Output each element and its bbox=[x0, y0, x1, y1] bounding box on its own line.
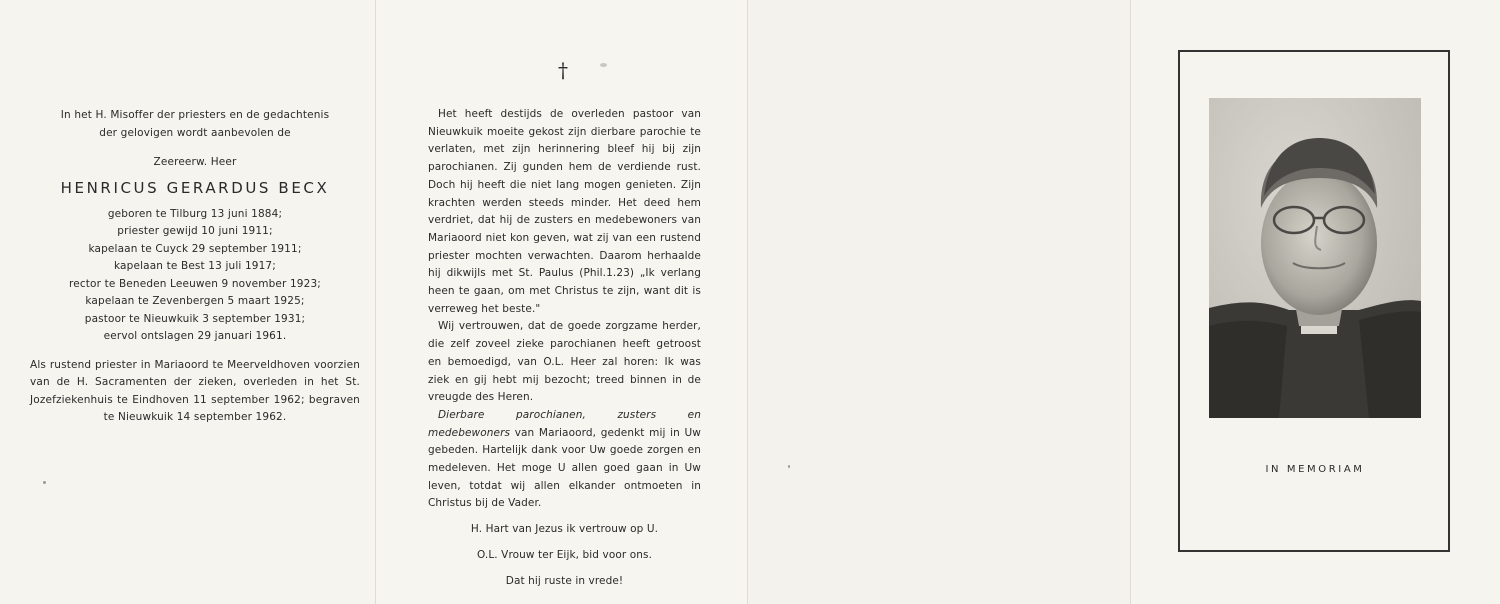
biography-block bbox=[30, 107, 360, 427]
memorial-text bbox=[428, 106, 701, 590]
career-line: kapelaan te Cuyck 29 september 1911; bbox=[88, 242, 302, 255]
fold-line bbox=[375, 0, 376, 604]
paragraph-italic: Dierbare parochianen, zusters en medebewoners bbox=[428, 408, 701, 439]
career-line: eervol ontslagen 29 januari 1961. bbox=[103, 330, 287, 342]
career-line: kapelaan te Zevenbergen 5 maart 1925; bbox=[85, 295, 305, 307]
panel-blank bbox=[747, 0, 1130, 604]
career-line: pastoor te Nieuwkuik 3 september 1931; bbox=[84, 312, 306, 325]
in-memoriam-caption: IN MEMORIAM bbox=[1265, 464, 1365, 475]
death-notice: Als rustend priester in Mariaoord te Meerveldhoven voorzien van de H. Sacramenten der zieken, overleden in het St. Jozefziekenhuis te Eindhoven 11 september 1962; begraven te Nieuwkuik 14 september 1962. bbox=[30, 358, 360, 423]
paper-speck bbox=[600, 63, 607, 67]
deceased-name: HENRICUS GERARDUS BECX bbox=[60, 178, 330, 197]
career-line: kapelaan te Best 13 juli 1917; bbox=[114, 260, 276, 272]
intro-line: In het H. Misoffer der priesters en de gedachtenis bbox=[60, 109, 330, 121]
career-line: geboren te Tilburg 13 juni 1884; bbox=[107, 207, 283, 220]
cross-icon: † bbox=[558, 58, 568, 82]
paragraph-rest: van Mariaoord, gedenkt mij in Uw gebeden. Hartelijk dank voor Uw goede zorgen en medeleven. Het moge U allen goed gaan in Uw leven, totdat wij allen elkander ontmoeten in Christus bij de Vader. bbox=[428, 426, 701, 510]
priest-portrait-icon bbox=[1209, 98, 1421, 418]
career-line: priester gewijd 10 juni 1911; bbox=[117, 225, 273, 237]
prayer-line: Dat hij ruste in vrede! bbox=[505, 574, 624, 587]
paper-speck bbox=[43, 481, 46, 484]
intro-line: der gelovigen wordt aanbevolen de bbox=[99, 126, 291, 139]
prayer-line: H. Hart van Jezus ik vertrouw op U. bbox=[470, 523, 659, 536]
paragraph: Het heeft destijds de overleden pastoor van Nieuwkuik moeite gekost zijn dierbare parochie te verlaten, met zijn herinnering bleef hij bij zijn parochianen. Zij gunden hem de verdiende rust. Doch hij heeft die niet lang mogen genieten. Zijn krachten werden steeds minder. Het deed hem verdriet, dat hij de zusters en medebewoners van Mariaoord niet kon geven, wat zij van een rustend priester mochten verwachten. Daarom herhaalde hij dikwijls met St. Paulus (Phil.1.23) „Ik verlang heen te gaan, om met Christus te zijn, want dit is verreweg het beste." bbox=[428, 108, 701, 315]
paragraph: Wij vertrouwen, dat de goede zorgzame herder, die zelf zoveel zieke parochianen heeft getroost en bemoedigd, van O.L. Heer zal horen: Ik was ziek en gij hebt mij bezocht; treed binnen in de vreugde des Heren. bbox=[428, 320, 701, 404]
fold-line bbox=[1130, 0, 1131, 604]
paragraph bbox=[428, 407, 701, 513]
paper-speck bbox=[788, 465, 790, 468]
career-line: rector te Beneden Leeuwen 9 november 1923; bbox=[69, 277, 321, 290]
honorific: Zeereerw. Heer bbox=[153, 156, 237, 168]
prayer-line: O.L. Vrouw ter Eijk, bid voor ons. bbox=[476, 548, 653, 561]
fold-line bbox=[747, 0, 748, 604]
